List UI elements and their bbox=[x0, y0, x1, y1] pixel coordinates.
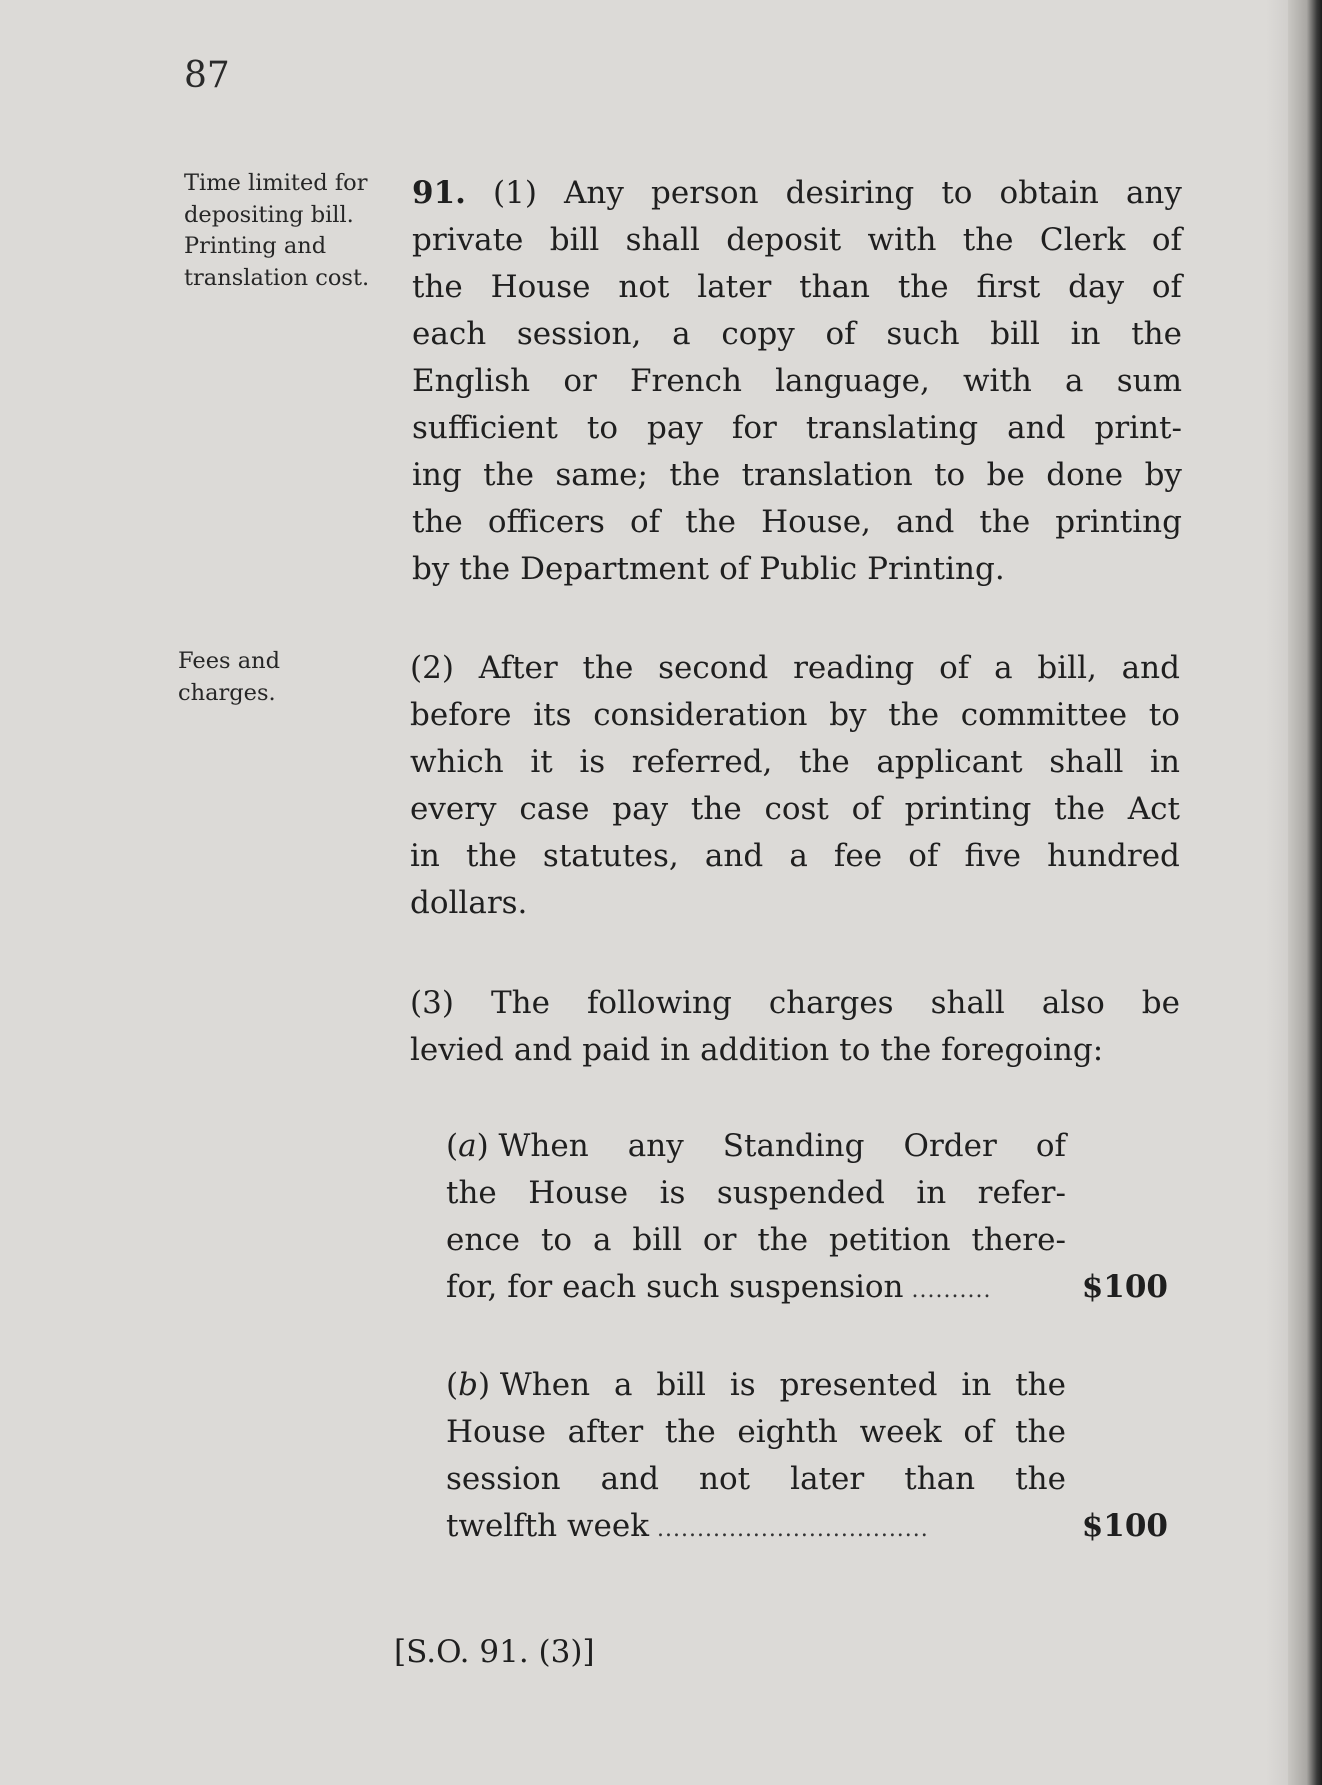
word: the bbox=[466, 838, 517, 874]
margin-note-fees: Fees and charges. bbox=[178, 648, 281, 706]
word: session, bbox=[516, 316, 642, 352]
word: to bbox=[540, 1222, 573, 1258]
word: the bbox=[757, 1222, 809, 1258]
word: every bbox=[410, 791, 497, 827]
word: person bbox=[651, 175, 759, 211]
word: in bbox=[916, 1175, 947, 1211]
text-line bbox=[446, 1170, 1066, 1217]
word: dollars. bbox=[410, 885, 528, 921]
word: it bbox=[530, 744, 553, 780]
word: translation bbox=[741, 457, 913, 493]
word: officers bbox=[487, 504, 605, 540]
text-line bbox=[410, 786, 1180, 833]
word: to bbox=[934, 457, 966, 493]
word: second bbox=[658, 650, 769, 686]
dot-leader: .......... bbox=[911, 1278, 992, 1303]
word: by bbox=[1144, 457, 1182, 493]
word: paid bbox=[582, 1032, 651, 1068]
word: ing bbox=[412, 457, 462, 493]
section-91-para-3 bbox=[410, 980, 1180, 1074]
word: done bbox=[1046, 457, 1124, 493]
word: referred, bbox=[631, 744, 773, 780]
text-line bbox=[410, 1027, 1180, 1074]
word: the bbox=[880, 1032, 932, 1068]
word: of bbox=[825, 316, 856, 352]
text-line bbox=[410, 645, 1180, 692]
word: House bbox=[446, 1414, 546, 1450]
word: committee bbox=[960, 697, 1128, 733]
word: the bbox=[1015, 1414, 1066, 1450]
word: first bbox=[976, 269, 1041, 305]
word: the bbox=[412, 504, 463, 540]
word: Department bbox=[520, 551, 710, 587]
page-gutter bbox=[1266, 0, 1288, 1785]
word: Order bbox=[903, 1128, 997, 1164]
word: the bbox=[962, 222, 1014, 258]
word: session bbox=[446, 1461, 561, 1497]
word: the bbox=[1015, 1367, 1066, 1403]
word: charges bbox=[768, 985, 894, 1021]
word: is bbox=[659, 1175, 686, 1211]
standing-order-reference: [S.O. 91. (3)] bbox=[394, 1634, 595, 1670]
margin-note-time-limited: Time limited for depositing bill. Printing and translation cost. bbox=[184, 170, 370, 291]
word: same; bbox=[555, 457, 648, 493]
word: with bbox=[963, 363, 1032, 399]
word: there- bbox=[971, 1222, 1066, 1258]
leader-line bbox=[446, 1264, 1168, 1311]
word: printing bbox=[1055, 504, 1182, 540]
word: the bbox=[1015, 1461, 1066, 1497]
section-number: 91. bbox=[412, 175, 466, 211]
text-line bbox=[412, 358, 1182, 405]
word: consideration bbox=[593, 697, 808, 733]
item-letter: (b) bbox=[446, 1367, 491, 1403]
word: printing bbox=[904, 791, 1032, 827]
word: petition bbox=[829, 1222, 951, 1258]
word: of bbox=[963, 1414, 994, 1450]
word: in bbox=[961, 1367, 992, 1403]
word: to bbox=[839, 1032, 871, 1068]
charge-item-a bbox=[446, 1123, 1168, 1311]
word: not bbox=[618, 269, 670, 305]
dot-leader: .................................. bbox=[657, 1517, 929, 1542]
word: eighth bbox=[737, 1414, 838, 1450]
word: a bbox=[613, 1367, 633, 1403]
word: before bbox=[410, 697, 512, 733]
charge-description-end: twelfth week bbox=[446, 1508, 650, 1544]
word: bill bbox=[656, 1367, 706, 1403]
word: the bbox=[1054, 791, 1105, 827]
word: the bbox=[582, 650, 634, 686]
word: the bbox=[412, 269, 463, 305]
word: to bbox=[941, 175, 973, 211]
word: the bbox=[799, 744, 850, 780]
word: of bbox=[630, 504, 661, 540]
word: The bbox=[490, 985, 550, 1021]
text-line bbox=[412, 311, 1182, 358]
word: the bbox=[685, 504, 737, 540]
word: of bbox=[939, 650, 970, 686]
word: French bbox=[629, 363, 742, 399]
word: addition bbox=[700, 1032, 830, 1068]
word: any bbox=[627, 1128, 684, 1164]
section-91-para-2 bbox=[410, 645, 1180, 927]
word: in bbox=[1150, 744, 1180, 780]
leader-line bbox=[446, 1503, 1168, 1550]
word: and bbox=[600, 1461, 659, 1497]
word: shall bbox=[625, 222, 700, 258]
word: the bbox=[897, 269, 949, 305]
word: House, bbox=[761, 504, 871, 540]
word: cost bbox=[764, 791, 829, 827]
word: sum bbox=[1116, 363, 1182, 399]
word: and bbox=[1007, 410, 1066, 446]
word: of bbox=[851, 791, 882, 827]
text-line bbox=[446, 1362, 1066, 1409]
word: (b) When bbox=[446, 1367, 591, 1403]
word: to bbox=[1148, 697, 1180, 733]
word: House bbox=[528, 1175, 629, 1211]
word: not bbox=[699, 1461, 751, 1497]
word: Standing bbox=[722, 1128, 865, 1164]
page-number: 87 bbox=[184, 55, 230, 96]
word: of bbox=[1035, 1128, 1066, 1164]
word: day bbox=[1068, 269, 1124, 305]
word: the bbox=[979, 504, 1031, 540]
word: pay bbox=[647, 410, 703, 446]
word: copy bbox=[721, 316, 795, 352]
word: a bbox=[672, 316, 691, 352]
word: by bbox=[829, 697, 867, 733]
text-line bbox=[410, 692, 1180, 739]
word: such bbox=[886, 316, 960, 352]
word: the bbox=[690, 791, 742, 827]
word: refer- bbox=[977, 1175, 1066, 1211]
word: bill bbox=[632, 1222, 682, 1258]
word: for bbox=[731, 410, 777, 446]
word: desiring bbox=[785, 175, 915, 211]
word: than bbox=[904, 1461, 976, 1497]
word: bill bbox=[990, 316, 1040, 352]
text-line bbox=[412, 217, 1182, 264]
text-line bbox=[446, 1123, 1066, 1170]
text-line bbox=[410, 739, 1180, 786]
word: applicant bbox=[876, 744, 1023, 780]
word: sufficient bbox=[412, 410, 558, 446]
word: the bbox=[446, 1175, 497, 1211]
word: case bbox=[519, 791, 590, 827]
charge-amount: $100 bbox=[1081, 1269, 1168, 1305]
word: levied bbox=[410, 1032, 504, 1068]
text-line bbox=[412, 264, 1182, 311]
word: private bbox=[412, 222, 524, 258]
word: ence bbox=[446, 1222, 521, 1258]
word: the bbox=[483, 457, 534, 493]
word: Act bbox=[1127, 791, 1180, 827]
text-line bbox=[412, 170, 1182, 217]
charge-item-b bbox=[446, 1362, 1168, 1550]
text-line bbox=[412, 546, 1182, 593]
text-line bbox=[446, 1409, 1066, 1456]
word: after bbox=[567, 1414, 644, 1450]
word: foregoing: bbox=[941, 1032, 1104, 1068]
word: statutes, bbox=[542, 838, 679, 874]
text-line bbox=[410, 880, 1180, 927]
word: the bbox=[1131, 316, 1182, 352]
text-line bbox=[446, 1456, 1066, 1503]
word: its bbox=[533, 697, 572, 733]
text-line bbox=[446, 1217, 1066, 1264]
word: following bbox=[586, 985, 732, 1021]
word: in bbox=[410, 838, 440, 874]
charge-description-end: for, for each such suspension bbox=[446, 1269, 904, 1305]
word: and bbox=[704, 838, 764, 874]
word: House bbox=[490, 269, 591, 305]
word: any bbox=[1125, 175, 1182, 211]
word: in bbox=[1070, 316, 1101, 352]
word: of bbox=[719, 551, 750, 587]
word: which bbox=[410, 744, 504, 780]
word: print- bbox=[1094, 410, 1182, 446]
word: of bbox=[1151, 222, 1182, 258]
word: Printing. bbox=[867, 551, 1005, 587]
word: and bbox=[1121, 650, 1180, 686]
text-line bbox=[410, 833, 1180, 880]
word: reading bbox=[793, 650, 915, 686]
word: of bbox=[1151, 269, 1182, 305]
section-91-para-1 bbox=[412, 170, 1182, 593]
word: by bbox=[412, 551, 450, 587]
word: be bbox=[986, 457, 1025, 493]
word: Clerk bbox=[1039, 222, 1126, 258]
word: Public bbox=[759, 551, 858, 587]
word: five bbox=[964, 838, 1022, 874]
text-line bbox=[410, 980, 1180, 1027]
word: in bbox=[660, 1032, 691, 1068]
word: also bbox=[1041, 985, 1105, 1021]
page-binding-shadow bbox=[1288, 0, 1322, 1785]
word: or bbox=[563, 363, 597, 399]
word: be bbox=[1141, 985, 1180, 1021]
item-letter: (a) bbox=[446, 1128, 489, 1164]
word: English bbox=[412, 363, 531, 399]
word: is bbox=[579, 744, 606, 780]
word: shall bbox=[1049, 744, 1124, 780]
word: a bbox=[1065, 363, 1084, 399]
word: deposit bbox=[726, 222, 842, 258]
word: the bbox=[664, 1414, 716, 1450]
word: After bbox=[478, 650, 558, 686]
word: is bbox=[729, 1367, 756, 1403]
text-line bbox=[412, 452, 1182, 499]
word: the bbox=[888, 697, 940, 733]
word: a bbox=[994, 650, 1013, 686]
word: language, bbox=[775, 363, 930, 399]
word: a bbox=[593, 1222, 612, 1258]
word: week bbox=[859, 1414, 942, 1450]
text-line bbox=[412, 405, 1182, 452]
word: the bbox=[459, 551, 511, 587]
word: pay bbox=[612, 791, 669, 827]
word: fee bbox=[833, 838, 883, 874]
word: and bbox=[896, 504, 955, 540]
word: obtain bbox=[999, 175, 1099, 211]
word: (3) bbox=[410, 985, 454, 1021]
word: translating bbox=[805, 410, 979, 446]
word: (a) When bbox=[446, 1128, 589, 1164]
charge-amount: $100 bbox=[1081, 1508, 1168, 1544]
word: Any bbox=[564, 175, 624, 211]
word: bill bbox=[549, 222, 600, 258]
word: a bbox=[789, 838, 808, 874]
word: shall bbox=[930, 985, 1005, 1021]
word: the bbox=[669, 457, 721, 493]
word: (1) bbox=[493, 175, 537, 211]
word: (2) bbox=[410, 650, 454, 686]
text-line bbox=[412, 499, 1182, 546]
word: later bbox=[697, 269, 772, 305]
word: of bbox=[908, 838, 939, 874]
word: suspended bbox=[716, 1175, 885, 1211]
word: hundred bbox=[1047, 838, 1180, 874]
word: bill, bbox=[1037, 650, 1097, 686]
word: with bbox=[867, 222, 937, 258]
word: to bbox=[586, 410, 619, 446]
word: and bbox=[513, 1032, 573, 1068]
word: or bbox=[702, 1222, 737, 1258]
word: later bbox=[790, 1461, 865, 1497]
word: presented bbox=[779, 1367, 938, 1403]
word: than bbox=[799, 269, 871, 305]
word: each bbox=[412, 316, 487, 352]
